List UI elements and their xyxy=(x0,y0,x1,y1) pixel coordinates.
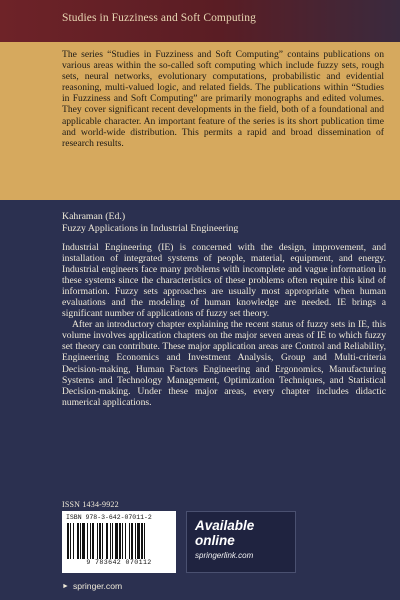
available-label: Available xyxy=(195,518,255,533)
book-title: Fuzzy Applications in Industrial Engineering xyxy=(62,223,239,234)
available-online-badge[interactable] xyxy=(186,511,296,573)
publisher-url[interactable]: springer.com xyxy=(72,581,123,591)
series-description-panel xyxy=(0,42,400,200)
series-description-text: The series “Studies in Fuzziness and Soft Computing” contains publications on various areas within the so-called soft computing which include fuzzy sets, rough sets, neural networks, evolutionary computations, probabilistic and evidential reasoning, multi-valued logic, and related fields. The publications within “Studies in Fuzziness and Soft Computing” are primarily monographs and edited volumes. They cover significant recent developments in the field, both of a foundational and applicable character. An important feature of the series is its short publication time and world-wide distribution. This permits a rapid and broad dissemination of research results. xyxy=(62,49,384,149)
book-editor: Kahraman (Ed.) xyxy=(62,211,126,222)
description-paragraph-2: After an introductory chapter explaining the recent status of fuzzy sets in IE, this volume involves application chapters on the major seven areas of IE to which fuzzy set theory can contribute. These major application areas are Control and Reliability, Engineering Economics and Investment Analysis, Group and Multi-criteria Decision-making, Human Factors Engineering and Ergonomics, Manufacturing Systems and Technology Management, Optimization Techniques, and Statistical Decision-making. Under these major areas, every chapter includes didactic numerical applications. xyxy=(62,319,386,408)
book-description xyxy=(62,242,386,408)
issn-label: ISSN 1434-9922 xyxy=(62,500,119,509)
series-title: Studies in Fuzziness and Soft Computing xyxy=(62,12,256,24)
publisher-link[interactable] xyxy=(62,580,122,592)
barcode-icon xyxy=(66,523,172,559)
book-heading xyxy=(62,211,238,235)
barcode-digits: 9 783642 070112 xyxy=(86,559,152,566)
arrow-right-icon: ► xyxy=(62,582,69,590)
springerlink-link[interactable]: springerlink.com xyxy=(195,551,254,560)
description-paragraph-1: Industrial Engineering (IE) is concerned with the design, improvement, and installation of integrated systems of people, material, equipment, and energy. Industrial engineers face many problems with incomplete and vague information in these systems since the characteristics of these problems often require this kind of information. Fuzzy sets approaches are usually most appropriate when human evaluations and the modeling of human knowledge are needed. IE brings a significant number of applications of fuzzy set theory. xyxy=(62,242,386,320)
isbn-barcode xyxy=(62,511,176,573)
isbn-label: ISBN 978-3-642-07011-2 xyxy=(66,514,152,521)
back-cover-panel xyxy=(0,200,400,600)
online-label: online xyxy=(195,533,235,548)
series-banner xyxy=(0,0,400,42)
